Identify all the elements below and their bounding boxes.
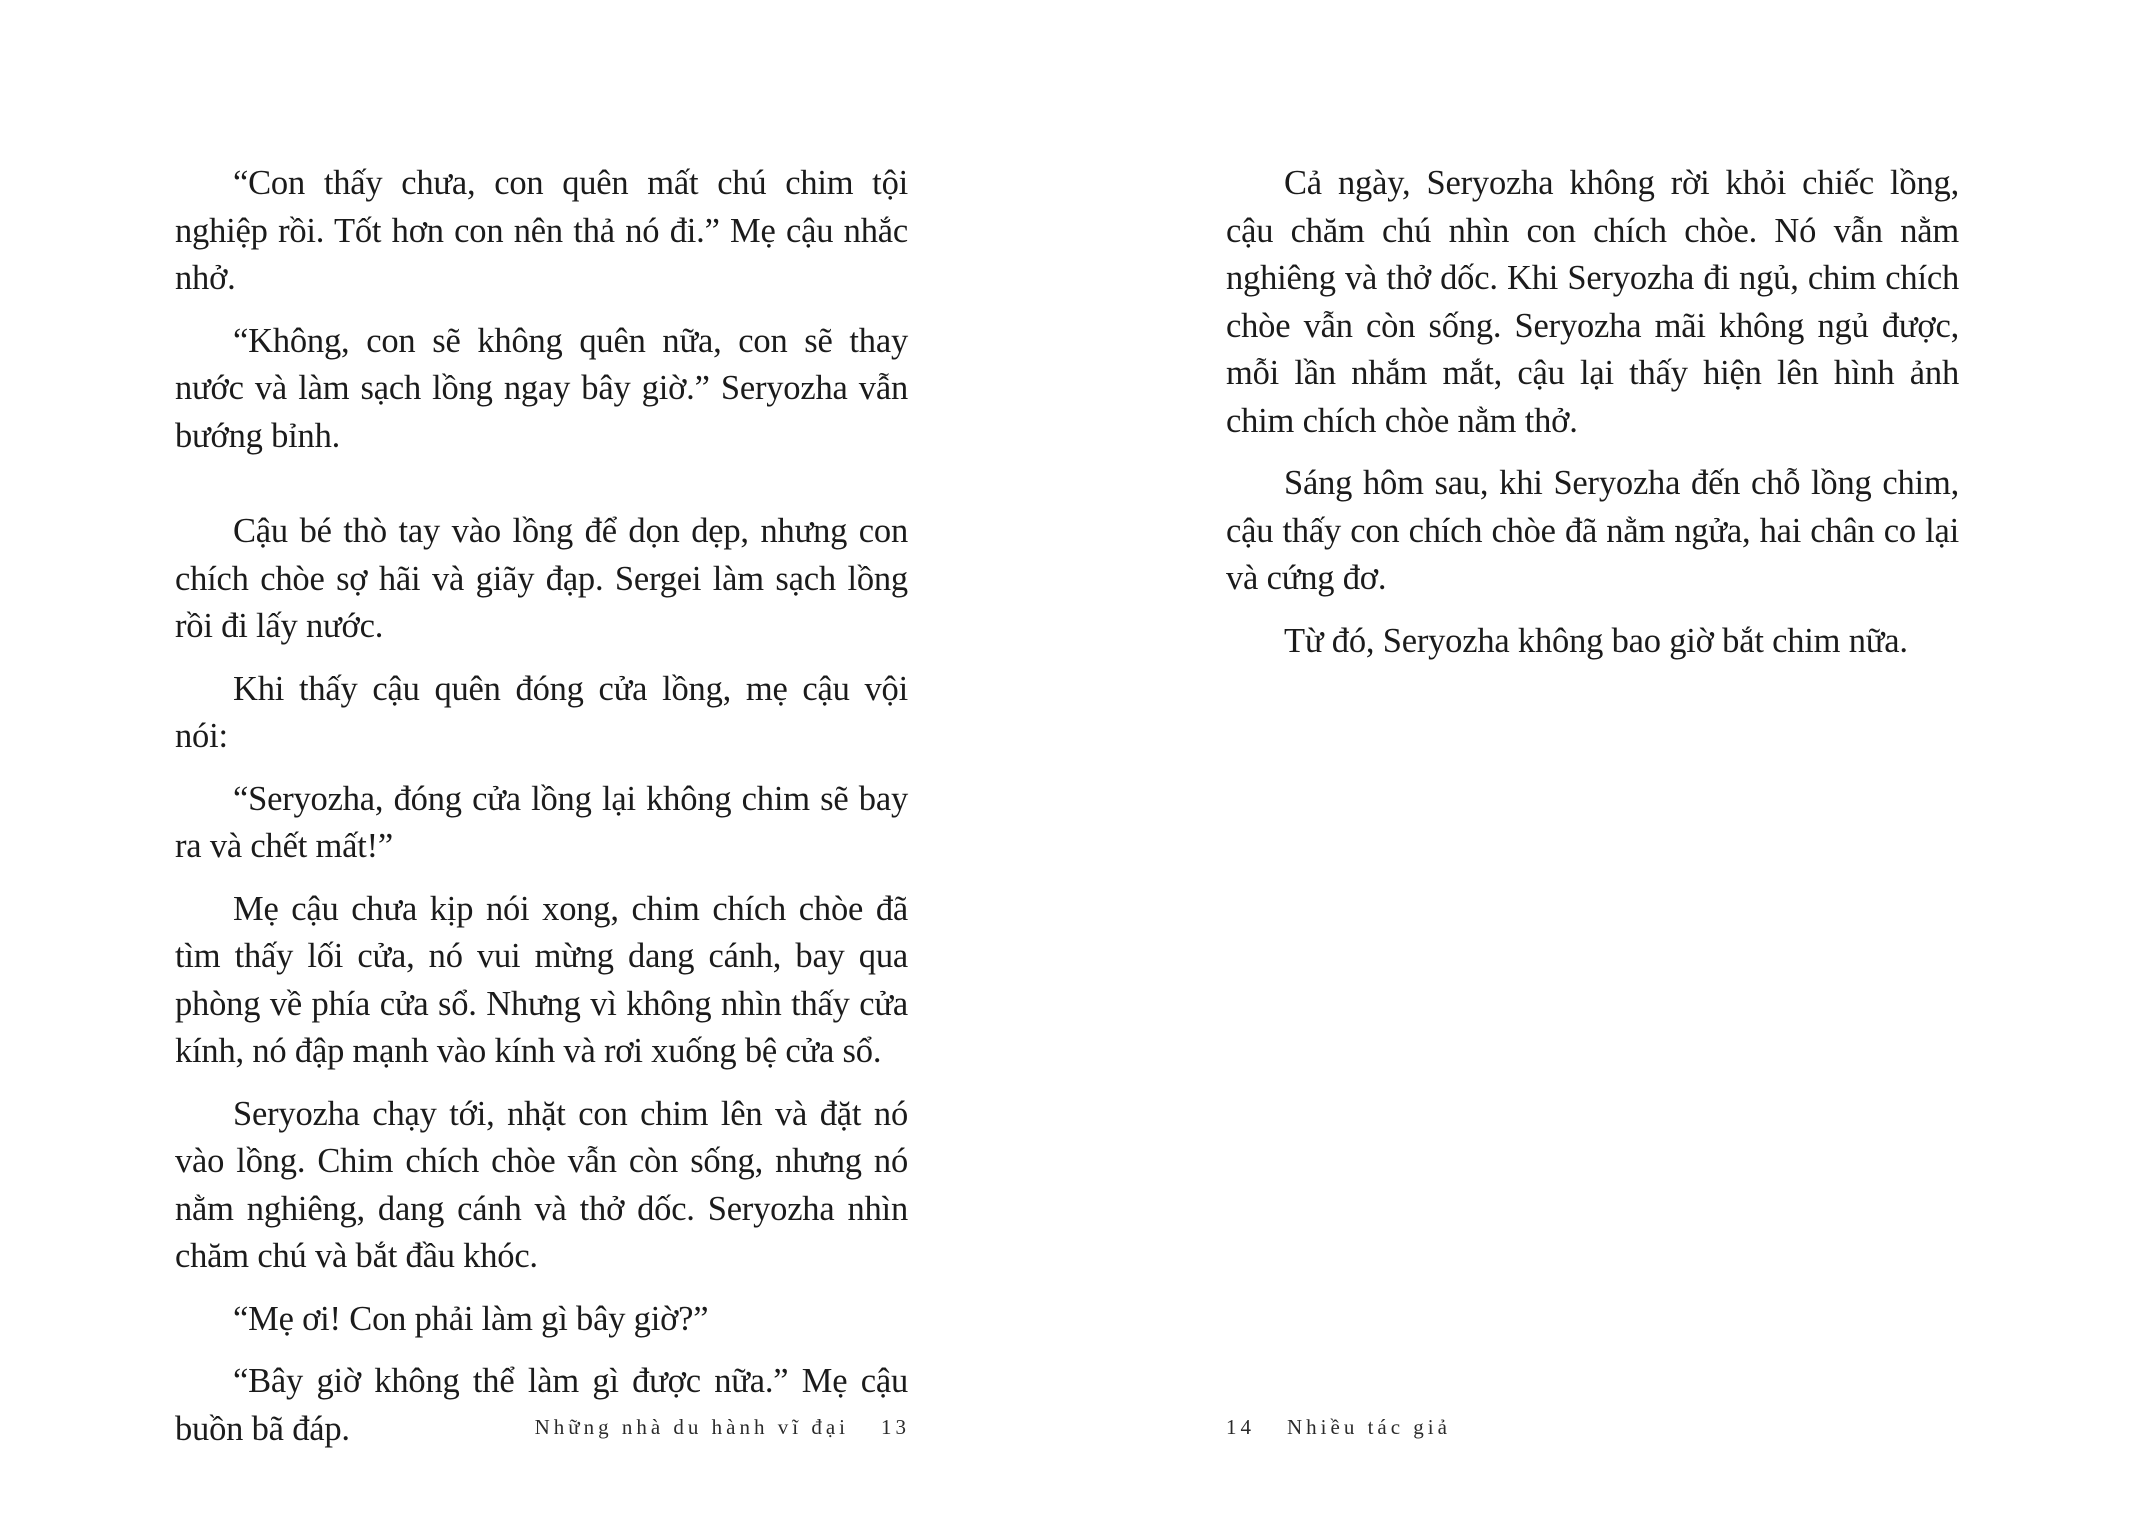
paragraph: “Seryozha, đóng cửa lồng lại không chim sẽ bay ra và chết mất!” [175, 779, 908, 865]
page-number: 13 [881, 1415, 910, 1439]
paragraph: “Không, con sẽ không quên nữa, con sẽ thay nước và làm sạch lồng ngay bây giờ.” Seryozha vẫn bướng bỉnh. [175, 321, 908, 455]
paragraph: Khi thấy cậu quên đóng cửa lồng, mẹ cậu vội nói: [175, 669, 908, 755]
paragraph: Từ đó, Seryozha không bao giờ bắt chim nữa. [1284, 621, 1908, 660]
running-footer-right [1226, 1412, 1451, 1442]
page-number: 14 [1226, 1415, 1255, 1439]
paragraph: Mẹ cậu chưa kịp nói xong, chim chích chòe đã tìm thấy lối cửa, nó vui mừng dang cánh, bay qua phòng về phía cửa sổ. Nhưng vì không nhìn thấy cửa kính, nó đập mạnh vào kính và rơi xuống bệ cửa sổ. [175, 889, 908, 1070]
paragraph: Sáng hôm sau, khi Seryozha đến chỗ lồng chim, cậu thấy con chích chòe đã nằm ngửa, hai chân co lại và cứng đơ. [1226, 464, 1959, 597]
paragraph: Seryozha chạy tới, nhặt con chim lên và đặt nó vào lồng. Chim chích chòe vẫn còn sống, nhưng nó nằm nghiêng, dang cánh và thở dốc. Seryozha nhìn chăm chú và bắt đầu khóc. [175, 1094, 908, 1275]
paragraph: “Mẹ ơi! Con phải làm gì bây giờ?” [233, 1299, 709, 1338]
book-title: Những nhà du hành vĩ đại [534, 1415, 849, 1439]
paragraph: “Con thấy chưa, con quên mất chú chim tội nghiệp rồi. Tốt hơn con nên thả nó đi.” Mẹ cậu nhắc nhở. [175, 164, 908, 297]
paragraph: Cả ngày, Seryozha không rời khỏi chiếc lồng, cậu chăm chú nhìn con chích chòe. Nó vẫn nằm nghiêng và thở dốc. Khi Seryozha đi ngủ, chim chích chòe vẫn còn sống. Seryozha mãi không ngủ được, mỗi lần nhắm mắt, cậu lại thấy hiện lên hình ảnh chim chích chòe nằm thở. [1226, 164, 1959, 440]
right-page-text [1226, 160, 1959, 680]
paragraph: “Bây giờ không thể làm gì được nữa.” Mẹ cậu buồn bã đáp. [175, 1362, 908, 1448]
author-credit: Nhiều tác giả [1287, 1415, 1451, 1439]
right-page [1070, 0, 2139, 1528]
left-page-text [175, 160, 908, 1468]
running-footer-left [535, 1412, 910, 1442]
paragraph: Cậu bé thò tay vào lồng để dọn dẹp, nhưng con chích chòe sợ hãi và giãy đạp. Sergei làm sạch lồng rồi đi lấy nước. [175, 512, 908, 645]
